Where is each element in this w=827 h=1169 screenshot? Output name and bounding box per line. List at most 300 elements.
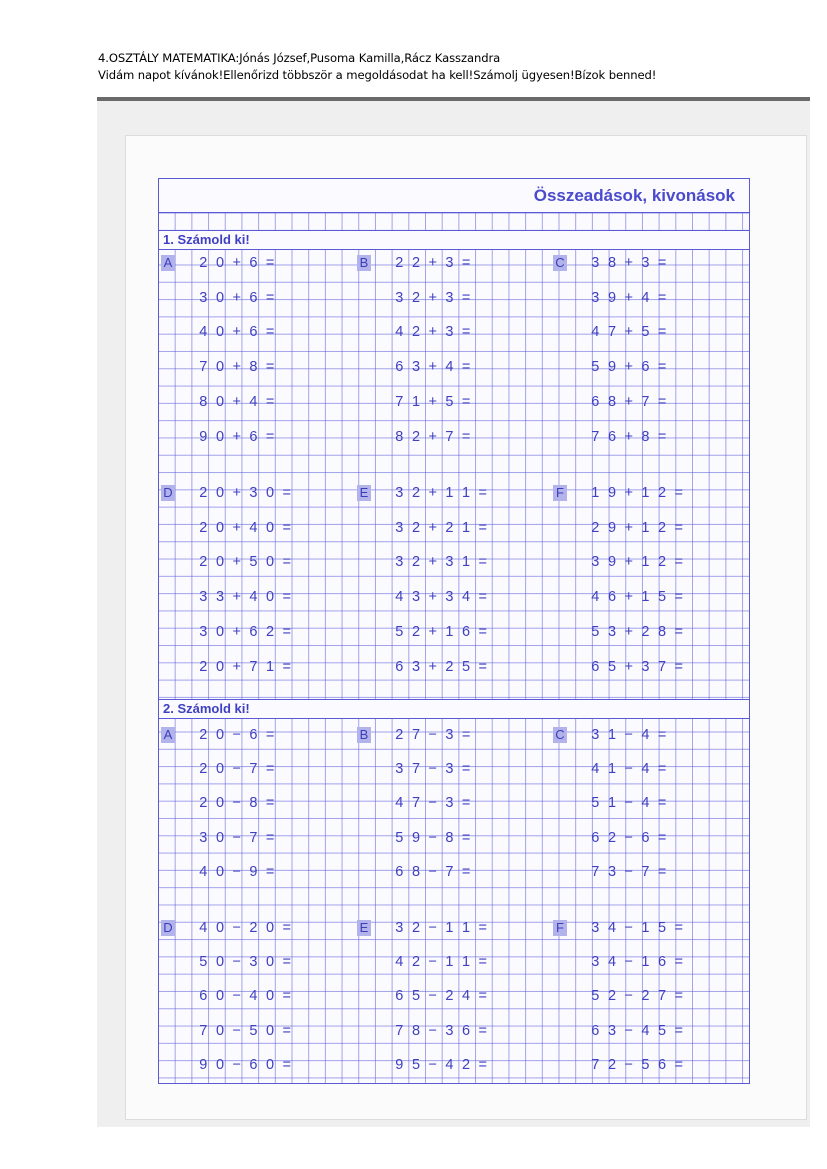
exercise-char: 2: [411, 554, 421, 571]
exercise-char: 2: [658, 485, 667, 501]
exercise-char: 0: [266, 554, 275, 571]
exercise-char: 6: [249, 1056, 258, 1073]
exercise-char: =: [674, 589, 684, 606]
exercise-row: [161, 552, 295, 572]
exercise-char: =: [674, 1056, 684, 1073]
exercise-group-label: E: [357, 485, 371, 501]
exercise-char: =: [282, 658, 292, 675]
exercise-char: =: [657, 863, 667, 880]
exercise-char: =: [282, 920, 292, 936]
exercise-char: 3: [395, 554, 404, 571]
exercise-row: [161, 622, 295, 642]
exercise-row: [357, 862, 474, 882]
exercise-char: 4: [249, 519, 258, 536]
exercise-char: 6: [607, 589, 617, 606]
exercise-group-label: E: [357, 920, 371, 936]
exercise-char: 1: [462, 954, 471, 971]
exercise-char: 3: [591, 554, 600, 571]
exercise-char: 3: [445, 255, 454, 271]
section-2-band: [159, 699, 749, 719]
exercise-char: 0: [215, 988, 225, 1005]
exercise-row: [553, 1021, 687, 1041]
exercise-char: +: [624, 393, 633, 410]
exercise-char: 0: [266, 920, 275, 936]
exercise-char: +: [232, 519, 241, 536]
exercise-char: 6: [249, 255, 258, 271]
exercise-char: 7: [249, 761, 258, 778]
exercise-row: [357, 657, 491, 677]
exercise-char: 0: [215, 554, 225, 571]
exercise-group-label: B: [357, 727, 371, 743]
exercise-char: 6: [607, 428, 617, 445]
exercise-char: 8: [411, 863, 421, 880]
exercise-char: +: [624, 623, 633, 640]
exercise-char: =: [657, 727, 667, 743]
exercise-char: −: [232, 727, 241, 743]
exercise-char: −: [624, 761, 633, 778]
exercise-char: 1: [641, 519, 650, 536]
exercise-char: 7: [658, 658, 667, 675]
exercise-row: [357, 288, 474, 308]
exercise-row: [357, 952, 491, 972]
exercise-char: 7: [591, 428, 600, 445]
exercise-char: 3: [591, 255, 600, 271]
exercise-char: −: [428, 795, 437, 812]
exercise-char: 7: [658, 988, 667, 1005]
exercise-group-label: F: [553, 485, 567, 501]
exercise-row: [161, 725, 278, 745]
exercise-char: 0: [266, 1056, 275, 1073]
exercise-char: =: [282, 988, 292, 1005]
exercise-char: =: [478, 658, 488, 675]
exercise-row: [161, 392, 278, 412]
exercise-char: =: [461, 428, 471, 445]
exercise-char: 9: [199, 428, 208, 445]
exercise-char: =: [674, 954, 684, 971]
exercise-char: −: [232, 761, 241, 778]
exercise-row: [553, 725, 670, 745]
exercise-char: 4: [445, 1056, 454, 1073]
exercise-char: 1: [641, 920, 650, 936]
exercise-char: 4: [641, 761, 650, 778]
exercise-char: 5: [658, 920, 667, 936]
exercise-char: 1: [445, 485, 454, 501]
exercise-char: 0: [266, 988, 275, 1005]
exercise-char: 6: [395, 863, 404, 880]
exercise-row: [357, 1055, 491, 1075]
exercise-char: +: [232, 393, 241, 410]
exercise-char: 2: [607, 988, 617, 1005]
exercise-char: 0: [215, 920, 225, 936]
exercise-char: +: [232, 255, 241, 271]
exercise-char: =: [265, 393, 275, 410]
exercise-char: =: [282, 589, 292, 606]
exercise-group-label: F: [553, 920, 567, 936]
exercise-char: +: [428, 589, 437, 606]
exercise-char: 0: [215, 863, 225, 880]
exercise-char: 7: [641, 393, 650, 410]
exercise-char: =: [282, 485, 292, 501]
exercise-char: =: [265, 727, 275, 743]
exercise-char: =: [265, 829, 275, 846]
exercise-char: 2: [199, 795, 208, 812]
exercise-char: 0: [215, 393, 225, 410]
exercise-row: [357, 918, 491, 938]
exercise-char: −: [624, 727, 633, 743]
exercise-row: [161, 483, 295, 503]
exercise-char: 3: [445, 589, 454, 606]
exercise-char: 3: [445, 554, 454, 571]
exercise-char: =: [265, 428, 275, 445]
exercise-char: 9: [607, 289, 617, 306]
exercise-char: 3: [641, 658, 650, 675]
exercise-char: 3: [411, 359, 421, 376]
exercise-char: 6: [658, 954, 667, 971]
exercise-char: 3: [199, 289, 208, 306]
exercise-char: 9: [199, 1056, 208, 1073]
exercise-char: 2: [199, 485, 208, 501]
exercise-char: 2: [658, 519, 667, 536]
exercise-char: 1: [266, 658, 275, 675]
exercise-char: +: [428, 428, 437, 445]
exercise-char: −: [624, 1056, 633, 1073]
exercise-char: +: [624, 255, 633, 271]
exercise-char: =: [657, 359, 667, 376]
exercise-char: =: [265, 761, 275, 778]
exercise-char: 8: [607, 393, 617, 410]
exercise-char: 4: [641, 1022, 650, 1039]
exercise-row: [161, 986, 295, 1006]
exercise-char: 4: [199, 920, 208, 936]
exercise-char: 6: [658, 1056, 667, 1073]
exercise-char: 9: [411, 829, 421, 846]
exercise-char: +: [232, 324, 241, 341]
exercise-char: +: [428, 255, 437, 271]
exercise-char: 0: [215, 519, 225, 536]
exercise-row: [161, 322, 278, 342]
exercise-char: 0: [215, 795, 225, 812]
title-band: [159, 179, 749, 213]
exercise-char: 7: [641, 863, 650, 880]
exercise-char: =: [282, 1056, 292, 1073]
exercise-char: 3: [591, 920, 600, 936]
exercise-char: =: [282, 1022, 292, 1039]
exercise-char: −: [624, 829, 633, 846]
exercise-char: 5: [658, 1022, 667, 1039]
exercise-char: 5: [658, 589, 667, 606]
exercise-char: 6: [199, 988, 208, 1005]
exercise-char: −: [428, 920, 437, 936]
exercise-char: 1: [445, 920, 454, 936]
exercise-char: 5: [607, 658, 617, 675]
exercise-char: −: [232, 829, 241, 846]
exercise-char: −: [624, 920, 633, 936]
exercise-char: 2: [249, 920, 258, 936]
exercise-char: +: [428, 554, 437, 571]
exercise-char: =: [478, 485, 488, 501]
exercise-char: +: [232, 554, 241, 571]
exercise-char: −: [624, 988, 633, 1005]
exercise-char: 4: [641, 289, 650, 306]
exercise-row: [553, 322, 670, 342]
exercise-char: =: [461, 393, 471, 410]
exercise-char: 7: [249, 658, 258, 675]
exercise-char: 5: [641, 1056, 650, 1073]
exercise-char: −: [428, 761, 437, 778]
exercise-char: 3: [215, 589, 225, 606]
exercise-char: =: [461, 829, 471, 846]
exercise-row: [357, 322, 474, 342]
exercise-char: 7: [199, 359, 208, 376]
exercise-char: =: [478, 1022, 488, 1039]
exercise-char: −: [428, 829, 437, 846]
exercise-char: 9: [395, 1056, 404, 1073]
exercise-char: 3: [249, 485, 258, 501]
exercise-char: =: [461, 727, 471, 743]
exercise-char: =: [461, 324, 471, 341]
exercise-char: =: [674, 988, 684, 1005]
exercise-row: [161, 759, 278, 779]
exercise-char: 7: [445, 428, 454, 445]
exercise-row: [161, 828, 278, 848]
exercise-char: 5: [591, 988, 600, 1005]
exercise-row: [357, 828, 474, 848]
exercise-char: 3: [445, 324, 454, 341]
exercise-char: 4: [199, 324, 208, 341]
exercise-char: 0: [215, 428, 225, 445]
exercise-char: 2: [411, 519, 421, 536]
exercise-char: 6: [249, 428, 258, 445]
exercise-char: 1: [591, 485, 600, 501]
exercise-char: =: [265, 289, 275, 306]
exercise-char: +: [428, 289, 437, 306]
exercise-char: 4: [395, 589, 404, 606]
exercise-char: 5: [249, 554, 258, 571]
exercise-row: [161, 862, 278, 882]
exercise-char: 8: [607, 255, 617, 271]
exercise-char: 1: [641, 589, 650, 606]
exercise-char: 3: [607, 1022, 617, 1039]
exercise-group-label: A: [161, 727, 175, 743]
exercise-char: −: [624, 1022, 633, 1039]
exercise-row: [357, 357, 474, 377]
exercise-char: 3: [199, 829, 208, 846]
exercise-char: =: [461, 795, 471, 812]
exercise-row: [553, 622, 687, 642]
exercise-char: 1: [607, 727, 617, 743]
exercise-char: 0: [215, 359, 225, 376]
exercise-char: 8: [249, 795, 258, 812]
exercise-char: −: [624, 863, 633, 880]
exercise-char: 7: [249, 829, 258, 846]
exercise-char: =: [478, 519, 488, 536]
section-1-heading: 1. Számold ki!: [163, 232, 250, 247]
exercise-char: 5: [591, 795, 600, 812]
exercise-char: 3: [641, 255, 650, 271]
exercise-row: [553, 952, 687, 972]
exercise-row: [553, 288, 670, 308]
exercise-group-label: C: [553, 727, 567, 743]
exercise-char: 5: [445, 393, 454, 410]
exercise-char: =: [478, 623, 488, 640]
exercise-row: [553, 828, 670, 848]
exercise-char: =: [674, 1022, 684, 1039]
exercise-char: 0: [215, 289, 225, 306]
exercise-row: [553, 518, 687, 538]
exercise-char: +: [428, 485, 437, 501]
exercise-char: 3: [395, 485, 404, 501]
exercise-row: [357, 552, 491, 572]
exercise-char: 2: [199, 727, 208, 743]
exercise-char: =: [265, 863, 275, 880]
exercise-row: [553, 657, 687, 677]
exercise-row: [553, 357, 670, 377]
exercise-row: [161, 288, 278, 308]
exercise-char: 9: [607, 485, 617, 501]
exercise-char: 9: [607, 519, 617, 536]
exercise-row: [553, 759, 670, 779]
exercise-char: 2: [199, 658, 208, 675]
worksheet-grid: [158, 178, 750, 1084]
exercise-char: 7: [411, 761, 421, 778]
exercise-row: [553, 483, 687, 503]
exercise-group-label: D: [161, 485, 175, 501]
exercise-char: 6: [395, 359, 404, 376]
exercise-char: =: [657, 428, 667, 445]
exercise-char: =: [478, 1056, 488, 1073]
exercise-char: 5: [249, 1022, 258, 1039]
exercise-char: 3: [591, 289, 600, 306]
exercise-char: 1: [445, 954, 454, 971]
exercise-char: 2: [199, 554, 208, 571]
exercise-row: [161, 1055, 295, 1075]
exercise-char: 7: [395, 1022, 404, 1039]
exercise-char: −: [232, 795, 241, 812]
exercise-char: 4: [249, 393, 258, 410]
exercise-char: +: [232, 359, 241, 376]
exercise-char: 2: [395, 255, 404, 271]
exercise-char: 4: [199, 863, 208, 880]
exercise-char: 5: [641, 324, 650, 341]
exercise-char: 4: [641, 727, 650, 743]
exercise-char: −: [428, 988, 437, 1005]
exercise-char: 6: [249, 324, 258, 341]
exercise-char: 0: [266, 519, 275, 536]
exercise-char: 0: [266, 954, 275, 971]
exercise-char: 1: [462, 920, 471, 936]
exercise-char: =: [657, 795, 667, 812]
exercise-char: =: [282, 623, 292, 640]
exercise-char: 0: [266, 485, 275, 501]
exercise-char: 4: [607, 920, 617, 936]
exercise-char: =: [657, 761, 667, 778]
exercise-char: 2: [411, 255, 421, 271]
exercise-char: −: [428, 863, 437, 880]
exercise-char: =: [282, 954, 292, 971]
exercise-char: +: [428, 658, 437, 675]
exercise-char: 6: [641, 359, 650, 376]
exercise-char: 3: [249, 954, 258, 971]
exercise-char: −: [428, 1022, 437, 1039]
exercise-row: [553, 986, 687, 1006]
exercise-char: =: [461, 289, 471, 306]
exercise-row: [553, 552, 687, 572]
exercise-char: 1: [641, 954, 650, 971]
exercise-char: 2: [199, 519, 208, 536]
exercise-char: 1: [411, 393, 421, 410]
exercise-char: 4: [395, 324, 404, 341]
exercise-char: 6: [249, 727, 258, 743]
exercise-row: [553, 587, 687, 607]
exercise-char: 7: [607, 324, 617, 341]
exercise-char: 6: [395, 658, 404, 675]
exercise-char: 3: [395, 519, 404, 536]
exercise-char: 4: [445, 359, 454, 376]
exercise-char: 4: [641, 795, 650, 812]
exercise-char: +: [624, 589, 633, 606]
exercise-char: 2: [266, 623, 275, 640]
exercise-row: [357, 427, 474, 447]
exercise-char: 7: [411, 795, 421, 812]
exercise-char: 6: [591, 658, 600, 675]
exercise-char: 0: [215, 1022, 225, 1039]
exercise-char: =: [657, 829, 667, 846]
exercise-char: 1: [607, 795, 617, 812]
exercise-char: 2: [445, 658, 454, 675]
exercise-row: [553, 918, 687, 938]
exercise-char: =: [674, 519, 684, 536]
exercise-char: −: [624, 795, 633, 812]
exercise-char: 1: [641, 485, 650, 501]
exercise-char: 0: [215, 658, 225, 675]
exercise-char: =: [461, 255, 471, 271]
section-2-heading: 2. Számold ki!: [163, 701, 250, 716]
exercise-char: +: [624, 324, 633, 341]
exercise-char: 6: [395, 988, 404, 1005]
exercise-char: 6: [249, 289, 258, 306]
exercise-char: =: [478, 954, 488, 971]
exercise-char: −: [232, 954, 241, 971]
exercise-row: [161, 793, 278, 813]
exercise-char: =: [282, 519, 292, 536]
exercise-char: 5: [411, 988, 421, 1005]
exercise-char: 1: [462, 554, 471, 571]
exercise-char: 4: [395, 795, 404, 812]
exercise-char: 5: [462, 658, 471, 675]
exercise-row: [161, 253, 278, 273]
exercise-group-label: A: [161, 255, 175, 271]
exercise-char: 8: [395, 428, 404, 445]
exercise-char: 4: [607, 954, 617, 971]
exercise-char: =: [265, 324, 275, 341]
exercise-group-label: C: [553, 255, 567, 271]
exercise-row: [357, 392, 474, 412]
exercise-char: 2: [591, 519, 600, 536]
exercise-char: +: [428, 359, 437, 376]
exercise-char: =: [478, 589, 488, 606]
exercise-char: 3: [411, 589, 421, 606]
exercise-char: =: [657, 324, 667, 341]
exercise-char: 6: [591, 393, 600, 410]
exercise-group-label: B: [357, 255, 371, 271]
worksheet-title: Összeadások, kivonások: [533, 186, 735, 205]
exercise-char: 0: [215, 954, 225, 971]
exercise-char: 2: [411, 623, 421, 640]
exercise-row: [161, 918, 295, 938]
exercise-char: +: [232, 428, 241, 445]
exercise-char: 8: [249, 359, 258, 376]
exercise-row: [357, 986, 491, 1006]
